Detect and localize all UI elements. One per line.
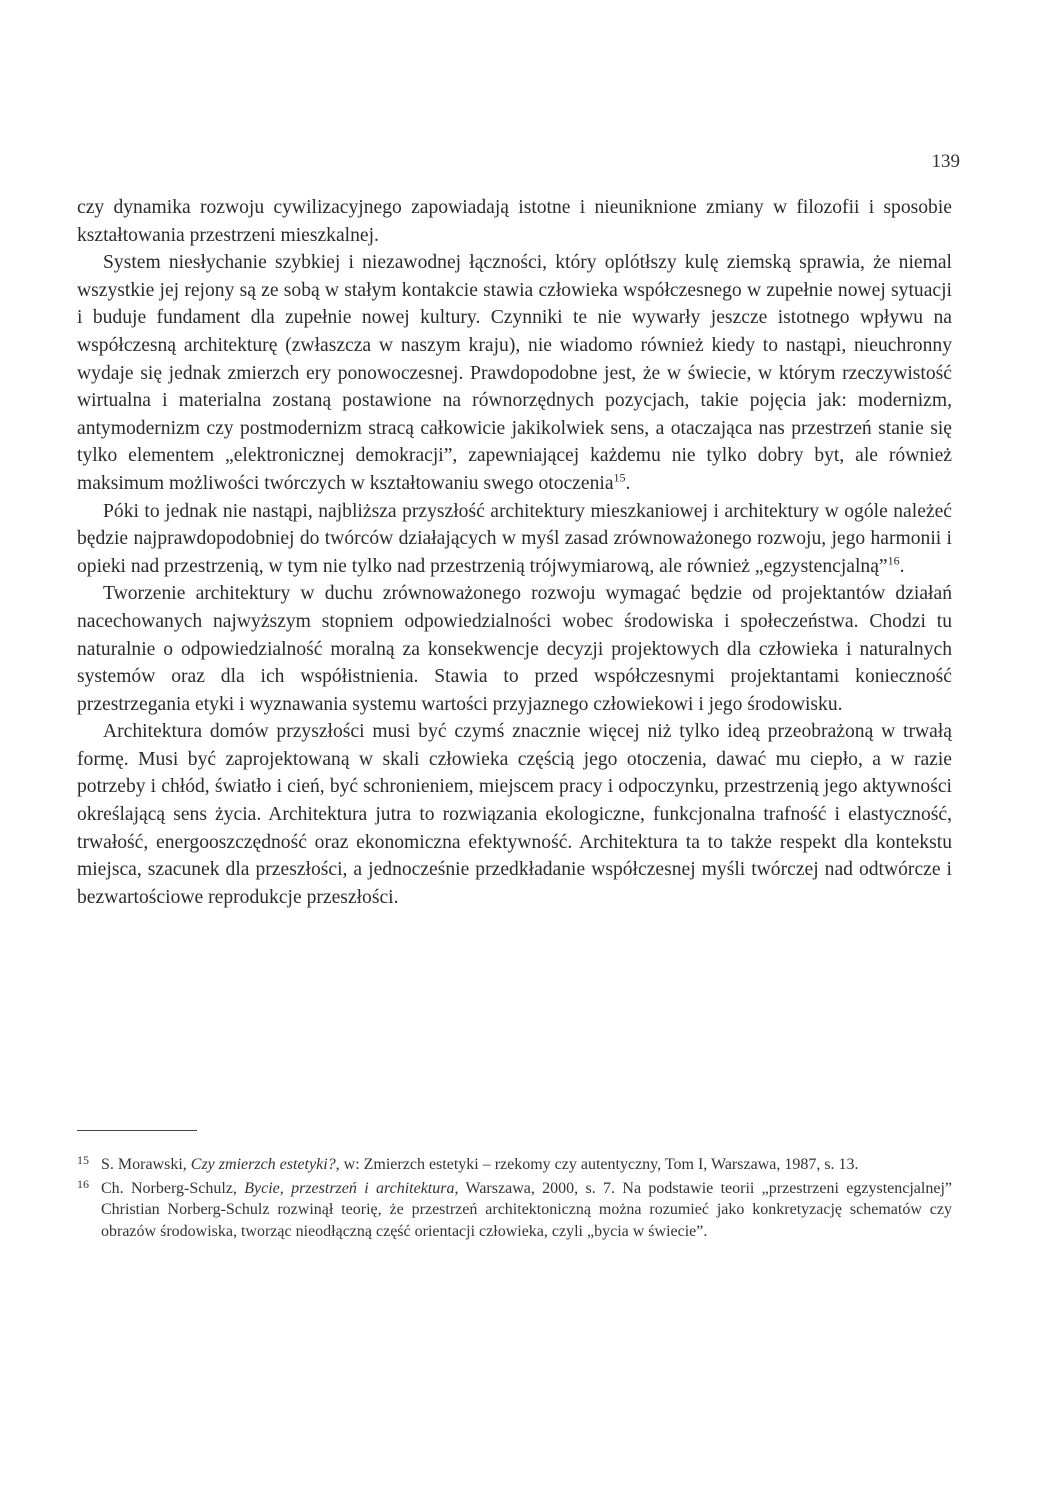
paragraph-2-tail: . — [625, 472, 631, 494]
paragraph-3-text: Póki to jednak nie nastąpi, najbliższa przyszłość architektury mieszkaniowej i architektury w ogóle należeć będzie najprawdopodobniej do twórców działających w myśl zasad zrównoważonego rozwoju, jego harmonii i opieki nad przestrzenią, w tym nie tylko nad przestrzenią trójwymiarową, ale również „egzystencjalną” — [77, 500, 952, 577]
page-number: 139 — [931, 151, 960, 172]
footnote-ref-15[interactable]: 15 — [613, 470, 626, 485]
footnote-details: , Warszawa, 2000, s. 7. Na podstawie teorii „przestrzeni egzystencjalnej” Christian Norberg-Schulz rozwinął teorię, że przestrzeń architektoniczną można rozumieć jako konkretyzację schematów czy obrazów środowiska, tworząc nieodłączną część orientacji człowieka, czyli „bycia w świecie”. — [101, 1179, 952, 1240]
footnote-details: , w: Zmierzch estetyki – rzekomy czy autentyczny, Tom I, Warszawa, 1987, s. 13. — [335, 1156, 859, 1173]
footnote-16 — [77, 1178, 952, 1243]
footnotes — [77, 1154, 952, 1244]
paragraph-4: Tworzenie architektury w duchu zrównoważonego rozwoju wymagać będzie od projektantów działań nacechowanych najwyższym stopniem odpowiedzialności wobec środowiska i społeczeństwa. Chodzi tu naturalnie o odpowiedzialność moralną za konsekwencje decyzji projektowych dla człowieka i naturalnych systemów oraz dla ich współistnienia. Stawia to przed współczesnymi projektantami konieczność przestrzegania etyki i wyznawania systemu wartości przyjaznego człowiekowi i jego środowisku. — [77, 583, 952, 715]
footnote-author: S. Morawski, — [101, 1156, 191, 1173]
footnote-number: 15 — [77, 1153, 89, 1167]
paragraph-2-text: System niesłychanie szybkiej i niezawodnej łączności, który oplótłszy kulę ziemską sprawia, że niemal wszystkie jej rejony są ze sobą w stałym kontakcie stawia człowieka współczesnego w zupełnie nowej sytuacji i buduje fundament dla zupełnie nowej kultury. Czynniki te nie wywarły jeszcze istotnego wpływu na współczesną architekturę (zwłaszcza w naszym kraju), nie wiadomo również kiedy to nastąpi, nieuchronny wydaje się jednak zmierzch ery ponowoczesnej. Prawdopodobne jest, że w świecie, w którym rzeczywistość wirtualna i materialna zostaną postawione na równorzędnych pozycjach, takie pojęcia jak: modernizm, antymodernizm czy postmodernizm stracą całkowicie jakikolwiek sens, a otaczająca nas przestrzeń stanie się tylko elementem „elektronicznej demokracji”, zapewniającej każdemu nie tylko dobry byt, ale również maksimum możliwości twórczych w kształtowaniu swego otoczenia — [77, 252, 952, 494]
paragraph-3 — [77, 498, 952, 581]
footnote-ref-16[interactable]: 16 — [887, 553, 900, 568]
paragraph-2 — [77, 249, 952, 497]
footnote-title: Czy zmierzch estetyki? — [190, 1156, 336, 1173]
footnote-number: 16 — [77, 1176, 89, 1191]
footnote-15 — [77, 1154, 952, 1176]
paragraph-5: Architektura domów przyszłości musi być czymś znacznie więcej niż tylko ideą przeobrażoną w trwałą formę. Musi być zaprojektowaną w skali człowieka częścią jego otoczenia, dawać mu ciepło, a w razie potrzeby i chłód, światło i cień, być schronieniem, miejscem pracy i odpoczynku, przestrzenią jego aktywności określającą sens życia. Architektura jutra to rozwiązania ekologiczne, funkcjonalna trafność i elastyczność, trwałość, energooszczędność oraz ekonomiczna efektywność. Architektura ta to także respekt dla kontekstu miejsca, szacunek dla przeszłości, a jednocześnie przedkładanie współczesnej myśli twórczej nad odtwórcze i bezwartościowe reprodukcje przeszłości. — [77, 721, 952, 908]
paragraph-1: czy dynamika rozwoju cywilizacyjnego zapowiadają istotne i nieuniknione zmiany w filozofii i sposobie kształtowania przestrzeni mieszkalnej. — [77, 197, 952, 246]
paragraph-3-tail: . — [899, 555, 905, 577]
footnote-author: Ch. Norberg-Schulz, — [101, 1179, 245, 1197]
footnote-divider — [77, 1130, 197, 1131]
body-text — [77, 194, 952, 911]
footnote-title: Bycie, przestrzeń i architektura — [244, 1179, 455, 1197]
